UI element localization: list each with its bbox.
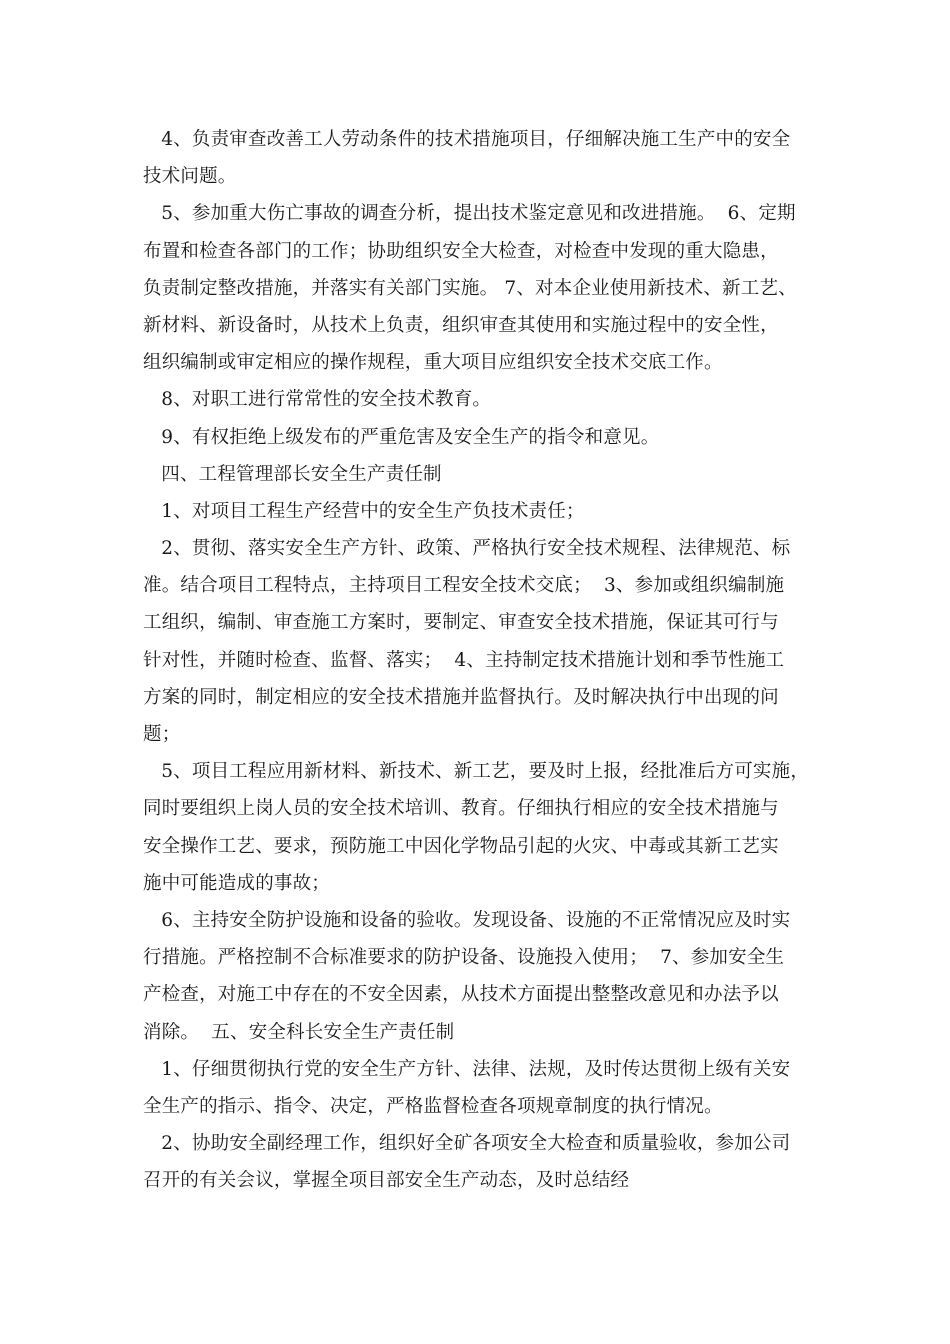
text-line: 5、项目工程应用新材料、新技术、新工艺，要及时上报，经批准后方可实施， <box>143 761 810 783</box>
text-line: 8、对职工进行常常性的安全技术教育。 <box>143 389 492 411</box>
text-line: 布置和检查各部门的工作；协助组织安全大检查，对检查中发现的重大隐患， <box>143 240 779 262</box>
text-line: 1、仔细贯彻执行党的安全生产方针、法律、法规，及时传达贯彻上级有关安 <box>143 1058 791 1080</box>
section-heading: 四、工程管理部长安全生产责任制 <box>143 463 442 485</box>
text-line: 1、对项目工程生产经营中的安全生产负技术责任； <box>143 500 585 522</box>
text-line: 召开的有关会议，掌握全项目部安全生产动态，及时总结经 <box>143 1170 630 1192</box>
text-line: 题； <box>143 724 181 745</box>
text-line: 全生产的指示、指令、决定，严格监督检查各项规章制度的执行情况。 <box>143 1095 723 1117</box>
text-line: 安全操作工艺、要求，预防施工中因化学物品引起的火灾、中毒或其新工艺实 <box>143 835 779 857</box>
text-line: 方案的同时，制定相应的安全技术措施并监督执行。及时解决执行中出现的问 <box>143 686 779 708</box>
text-line: 工组织，编制、审查施工方案时，要制定、审查安全技术措施，保证其可行与 <box>143 612 779 634</box>
text-line: 4、负责审查改善工人劳动条件的技术措施项目，仔细解决施工生产中的安全 <box>143 129 791 150</box>
text-line: 同时要组织上岗人员的安全技术培训、教育。仔细执行相应的安全技术措施与 <box>143 798 779 820</box>
text-line: 6、主持安全防护设施和设备的验收。发现设备、设施的不正常情况应及时实 <box>143 909 791 931</box>
text-line: 行措施。严格控制不合标准要求的防护设备、设施投入使用； 7、参加安全生 <box>143 947 785 969</box>
text-line: 准。结合项目工程特点，主持项目工程安全技术交底； 3、参加或组织编制施 <box>143 575 785 597</box>
text-line: 组织编制或审定相应的操作规程，重大项目应组织安全技术交底工作。 <box>143 352 723 374</box>
text-line: 施中可能造成的事故； <box>143 872 331 894</box>
text-line: 新材料、新设备时，从技术上负责，组织审查其使用和实施过程中的安全性， <box>143 314 779 336</box>
text-line: 产检查，对施工中存在的不安全因素，从技术方面提出整整改意见和办法予以 <box>143 984 779 1006</box>
text-line: 消除。 五、安全科长安全生产责任制 <box>143 1021 455 1043</box>
text-line: 9、有权拒绝上级发布的严重危害及安全生产的指令和意见。 <box>143 426 660 448</box>
text-line: 针对性，并随时检查、监督、落实； 4、主持制定技术措施计划和季节性施工 <box>143 649 785 671</box>
text-line: 5、参加重大伤亡事故的调查分析，提出技术鉴定意见和改进措施。 6、定期 <box>143 203 796 225</box>
text-line: 2、协助安全副经理工作，组织好全矿各项安全大检查和质量验收，参加公司 <box>143 1133 791 1155</box>
text-line: 2、贯彻、落实安全生产方针、政策、严格执行安全技术规程、法律规范、标 <box>143 538 791 560</box>
document-body <box>143 121 823 1199</box>
text-line: 技术问题。 <box>143 166 237 188</box>
text-line: 负责制定整改措施，并落实有关部门实施。 7、对本企业使用新技术、新工艺、 <box>143 277 797 299</box>
